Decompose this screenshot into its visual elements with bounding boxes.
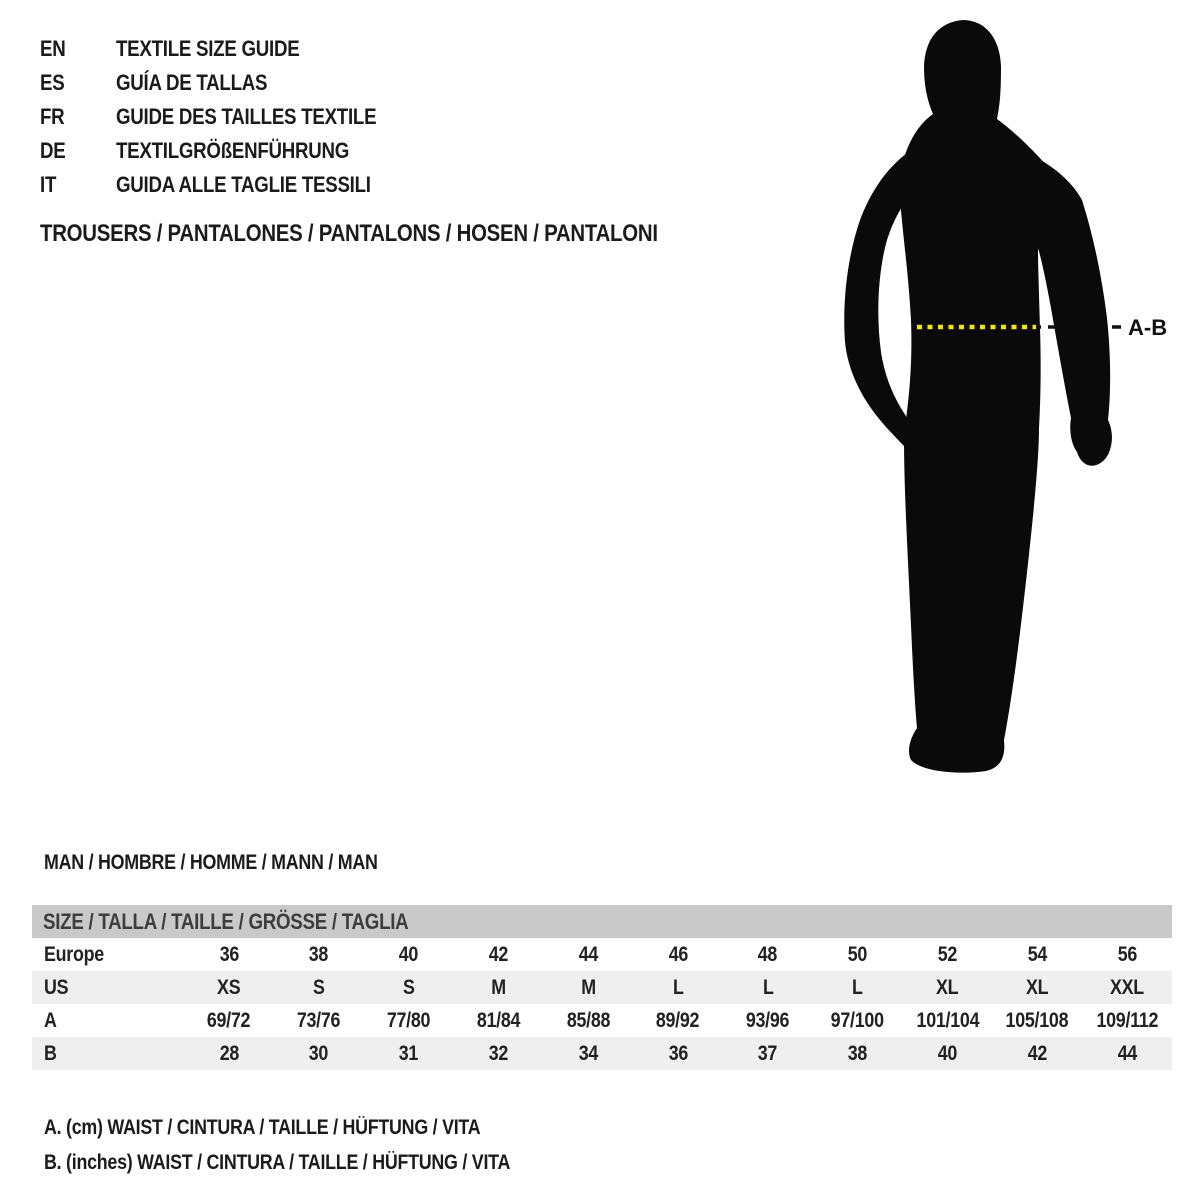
table-cell: 34 xyxy=(578,1041,598,1065)
table-cell: 38 xyxy=(309,942,329,966)
language-code: EN xyxy=(40,36,66,61)
table-cell: 44 xyxy=(1117,1041,1137,1065)
table-cell: L xyxy=(762,975,774,999)
language-row xyxy=(40,100,422,134)
table-cell: 30 xyxy=(309,1041,329,1065)
table-cell: 52 xyxy=(937,942,958,966)
table-cell: 56 xyxy=(1117,942,1137,966)
language-code: FR xyxy=(40,104,65,129)
table-cell: 44 xyxy=(578,942,598,966)
measure-label: A-B xyxy=(1128,315,1168,340)
table-row xyxy=(32,971,1172,1004)
table-cell: XXL xyxy=(1110,975,1145,999)
table-cell: 36 xyxy=(668,1041,688,1065)
measure-notes xyxy=(44,1110,592,1180)
size-table-header: SIZE / TALLA / TAILLE / GRÖSSE / TAGLIA xyxy=(32,905,1172,938)
table-cell: 93/96 xyxy=(746,1008,790,1032)
table-cell: L xyxy=(672,975,684,999)
table-cell: 54 xyxy=(1027,942,1047,966)
language-title: GUÍA DE TALLAS xyxy=(116,70,268,95)
table-cell: 28 xyxy=(219,1041,239,1065)
language-title: TEXTILE SIZE GUIDE xyxy=(116,36,300,61)
table-cell: S xyxy=(312,975,325,999)
table-cell: 105/108 xyxy=(1005,1008,1069,1032)
table-row-label: A xyxy=(44,1008,57,1032)
man-silhouette-figure xyxy=(820,0,1200,800)
language-title: GUIDE DES TAILLES TEXTILE xyxy=(116,104,377,129)
table-cell: 81/84 xyxy=(476,1008,521,1032)
table-cell: 37 xyxy=(758,1041,778,1065)
language-row xyxy=(40,134,422,168)
language-code: IT xyxy=(40,172,57,197)
table-cell: 46 xyxy=(668,942,688,966)
table-cell: XL xyxy=(936,975,959,999)
table-row xyxy=(32,1037,1172,1070)
table-cell: XL xyxy=(1026,975,1049,999)
table-cell: 40 xyxy=(937,1041,958,1065)
language-code: ES xyxy=(40,70,65,95)
table-cell: 40 xyxy=(398,942,419,966)
table-cell: 42 xyxy=(488,942,509,966)
table-cell: 101/104 xyxy=(916,1008,979,1032)
language-row xyxy=(40,66,422,100)
table-row xyxy=(32,1004,1172,1037)
table-cell: 85/88 xyxy=(566,1008,610,1032)
group-title-man: MAN / HOMBRE / HOMME / MANN / MAN xyxy=(44,851,378,874)
language-code: DE xyxy=(40,138,66,163)
table-row-label: Europe xyxy=(44,942,104,966)
note-b-inches: B. (inches) WAIST / CINTURA / TAILLE / HÜFTUNG / VITA xyxy=(44,1150,511,1174)
table-cell: 77/80 xyxy=(386,1008,431,1032)
table-cell: 42 xyxy=(1027,1041,1047,1065)
table-cell: L xyxy=(852,975,863,999)
figure-area xyxy=(820,0,1200,800)
table-cell: 36 xyxy=(219,942,239,966)
table-row-label: US xyxy=(44,975,69,999)
table-cell: 50 xyxy=(847,942,868,966)
table-cell: 69/72 xyxy=(207,1008,251,1032)
table-cell: 48 xyxy=(758,942,778,966)
language-row xyxy=(40,32,422,66)
table-row xyxy=(32,938,1172,971)
table-cell: 109/112 xyxy=(1096,1008,1158,1032)
language-title: GUIDA ALLE TAGLIE TESSILI xyxy=(116,172,371,197)
table-cell: 73/76 xyxy=(297,1008,341,1032)
size-table xyxy=(32,905,1172,1070)
language-row xyxy=(40,168,422,202)
table-cell: M xyxy=(491,975,506,999)
table-cell: 32 xyxy=(488,1041,509,1065)
table-cell: 38 xyxy=(847,1041,868,1065)
table-cell: M xyxy=(580,975,596,999)
table-cell: 89/92 xyxy=(656,1008,700,1032)
man-silhouette xyxy=(899,20,1072,773)
table-cell: S xyxy=(402,975,415,999)
language-title-block xyxy=(40,32,422,202)
table-cell: 31 xyxy=(398,1041,419,1065)
language-title: TEXTILGRÖßENFÜHRUNG xyxy=(116,138,350,163)
product-types-title: TROUSERS / PANTALONES / PANTALONS / HOSEN / PANTALONI xyxy=(40,220,658,247)
note-a-cm: A. (cm) WAIST / CINTURA / TAILLE / HÜFTUNG / VITA xyxy=(44,1115,481,1139)
table-cell: XS xyxy=(217,975,241,999)
table-cell: 97/100 xyxy=(831,1008,885,1032)
table-row-label: B xyxy=(44,1041,57,1065)
size-table-rows xyxy=(32,938,1172,1070)
